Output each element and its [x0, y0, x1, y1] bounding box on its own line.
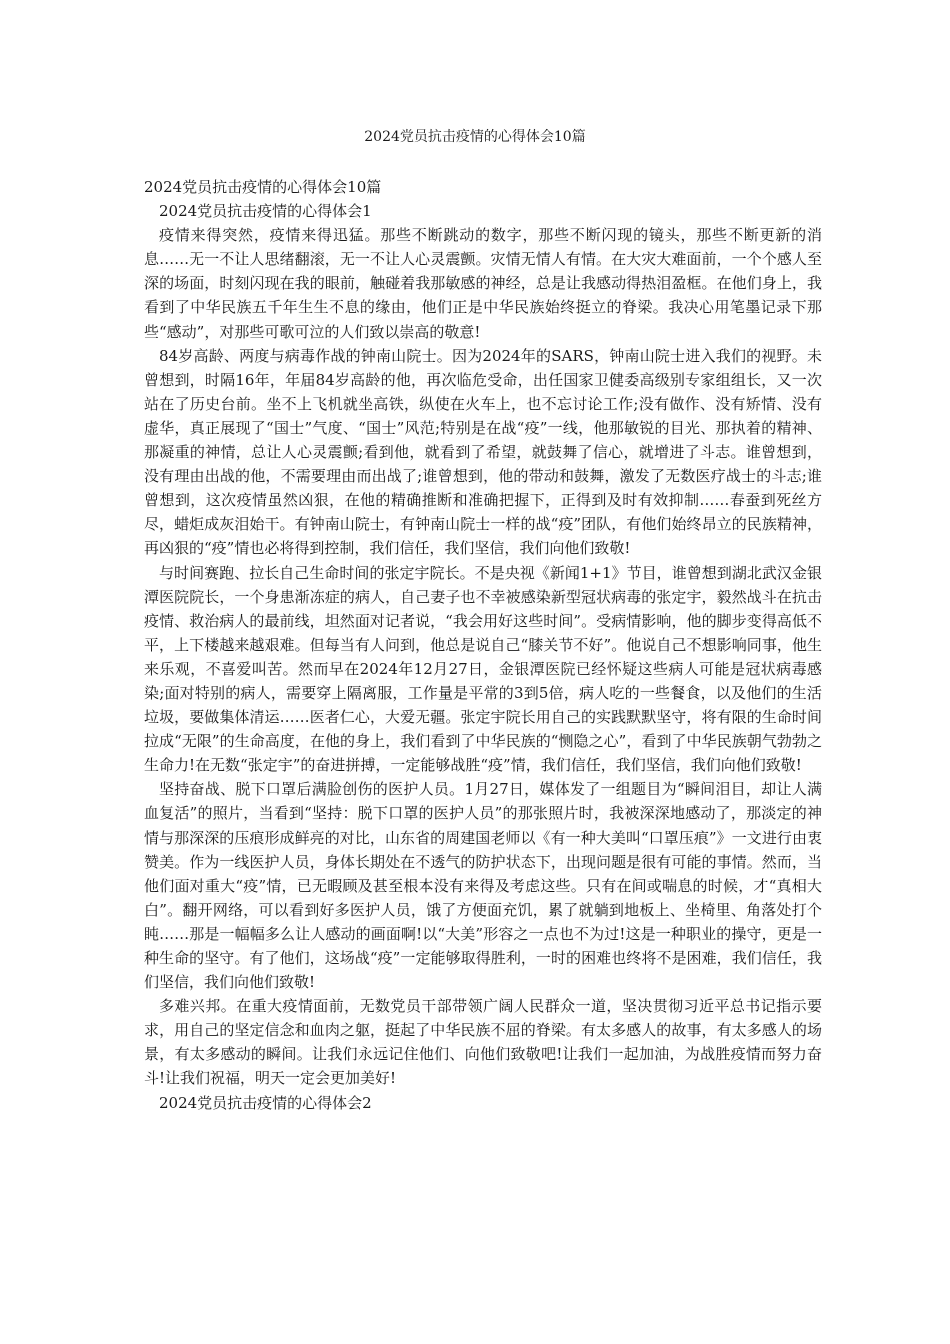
paragraph-zhang-dingyu: 与时间赛跑、拉长自己生命时间的张定宇院长。不是央视《新闻1+1》节目，谁曾想到湖北武汉金银潭医院院长，一个身患渐冻症的病人，自己妻子也不幸被感染新型冠状病毒的张定宇，毅然战斗在抗击疫情、救治病人的最前线，坦然面对记者说，“我会用好这些时间”。受病情影响，他的脚步变得高低不平，上下楼越来越艰难。但每当有人问到，他总是说自己“膝关节不好”。他说自己不想影响同事，他生来乐观，不喜爱叫苦。然而早在2024年12月27日，金银潭医院已经怀疑这些病人可能是冠状病毒感染;面对特别的病人，需要穿上隔离服，工作量是平常的3到5倍，病人吃的一些餐食，以及他们的生活垃圾，要做集体清运……医者仁心，大爱无疆。张定宇院长用自己的实践默默坚守，将有限的生命时间拉成“无限”的生命高度，在他的身上，我们看到了中华民族的“恻隐之心”，看到了中华民族朝气勃勃之生命力!在无数“张定宇”的奋进拼搏，一定能够战胜“疫”情，我们信任，我们坚信，我们向他们致敬! — [144, 563, 822, 775]
paragraph-medical-staff: 坚持奋战、脱下口罩后满脸创伤的医护人员。1月27日，媒体发了一组题目为“瞬间泪目，却让人满血复活”的照片，当看到“坚持：脱下口罩的医护人员”的那张照片时，我被深深地感动了，那淡定的神情与那深深的压痕形成鲜亮的对比，山东省的周建国老师以《有一种大美叫“口罩压痕”》一文进行由衷赞美。作为一线医护人员，身体长期处在不透气的防护状态下，出现问题是很有可能的事情。然而，当他们面对重大“疫”情，已无暇顾及甚至根本没有来得及考虑这些。只有在间或喘息的时候，才“真相大白”。翻开网络，可以看到好多医护人员，饿了方便面充饥，累了就躺到地板上、坐椅里、角落处打个盹……那是一幅幅多么让人感动的画面啊!以“大美”形容之一点也不为过!这是一种职业的操守，更是一种生命的坚守。有了他们，这场战“疫”一定能够取得胜利，一时的困难也终将不是困难，我们信任，我们坚信，我们向他们致敬! — [144, 780, 822, 992]
document-subtitle: 2024党员抗击疫情的心得体会10篇 — [144, 178, 382, 196]
paragraph-intro: 疫情来得突然，疫情来得迅猛。那些不断跳动的数字，那些不断闪现的镜头，那些不断更新的消息……无一不让人思绪翻滚，无一不让人心灵震颤。灾情无情人有情。在大灾大难面前，一个个感人至深的场面，时刻闪现在我的眼前，触碰着我那敏感的神经，总是让我感动得热泪盈框。在他们身上，我看到了中华民族五千年生生不息的缘由，他们正是中华民族始终挺立的脊梁。我决心用笔墨记录下那些“感动”，对那些可歌可泣的人们致以崇高的敬意! — [144, 226, 822, 341]
paragraph-zhong-nanshan: 84岁高龄、两度与病毒作战的钟南山院士。因为2024年的SARS，钟南山院士进入我们的视野。未曾想到，时隔16年，年届84岁高龄的他，再次临危受命，出任国家卫健委高级别专家组组长，又一次站在了历史台前。坐不上飞机就坐高铁，纵使在火车上，也不忘讨论工作;没有做作、没有矫情、没有虚华，真正展现了“国士”气度、“国士”风范;特别是在战“疫”一线，他那敏锐的目光、那执着的精神、那凝重的神情，总让人心灵震颤;看到他，就看到了希望，就鼓舞了信心，就增进了斗志。谁曾想到，没有理由出战的他，不需要理由而出战了;谁曾想到，他的带动和鼓舞，激发了无数医疗战士的斗志;谁曾想到，这次疫情虽然凶狠，在他的精确推断和准确把握下，正得到及时有效抑制……春蚕到死丝方尽，蜡炬成灰泪始干。有钟南山院士，有钟南山院士一样的战“疫”团队，有他们始终昂立的民族精神，再凶狠的“疫”情也必将得到控制，我们信任，我们坚信，我们向他们致敬! — [144, 346, 822, 558]
document-body — [144, 175, 822, 1115]
section-heading-1: 2024党员抗击疫情的心得体会1 — [159, 202, 372, 221]
paragraph-conclusion: 多难兴邦。在重大疫情面前，无数党员干部带领广阔人民群众一道，坚决贯彻习近平总书记指示要求，用自己的坚定信念和血肉之躯，挺起了中华民族不屈的脊梁。有太多感人的故事，有太多感人的场景，有太多感动的瞬间。让我们永远记住他们、向他们致敬吧!让我们一起加油，为战胜疫情而努力奋斗!让我们祝福，明天一定会更加美好! — [144, 997, 822, 1088]
document-title: 2024党员抗击疫情的心得体会10篇 — [364, 129, 586, 145]
section-heading-2: 2024党员抗击疫情的心得体会2 — [159, 1093, 372, 1112]
